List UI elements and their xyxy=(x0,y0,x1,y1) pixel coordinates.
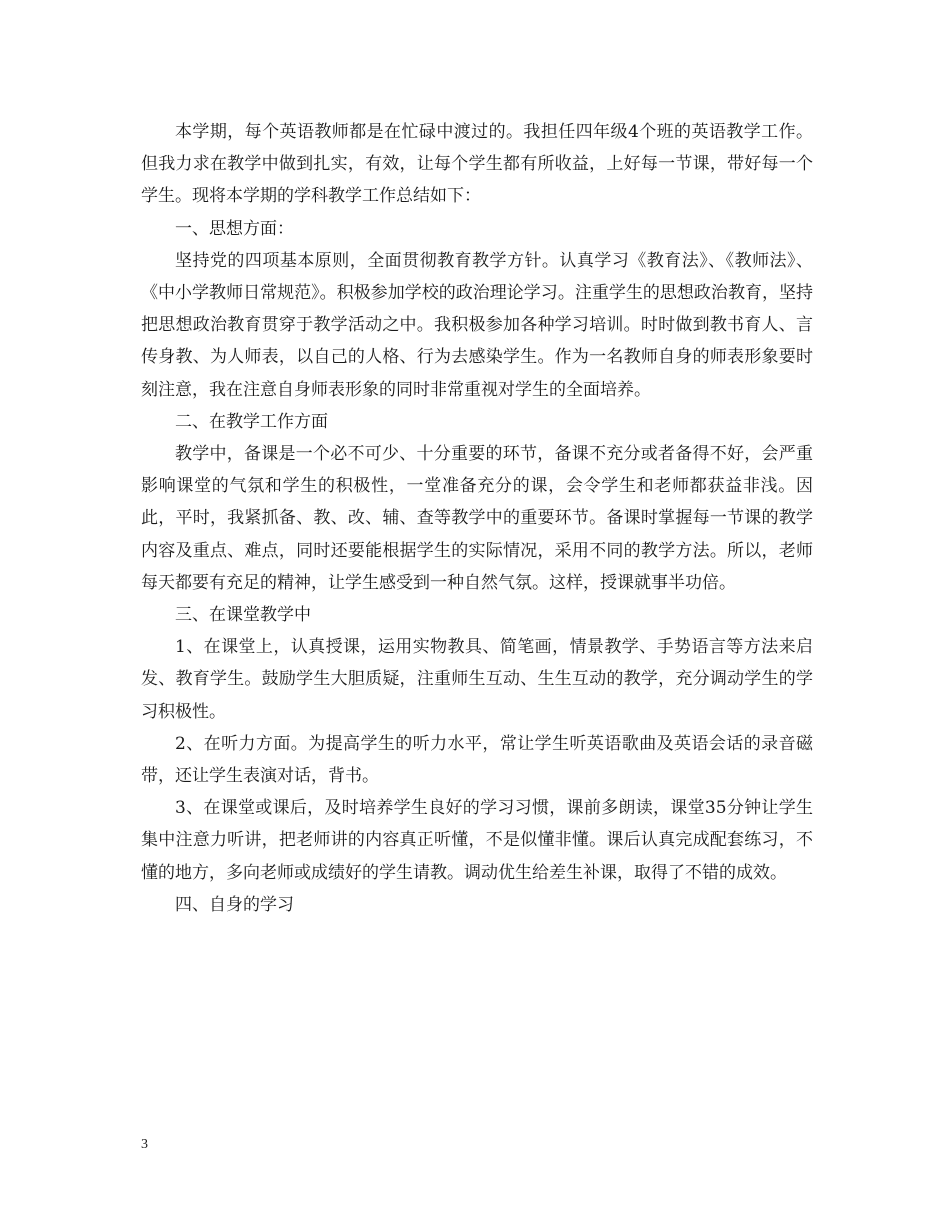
classroom-item-3: 3、在课堂或课后，及时培养学生良好的学习习惯，课前多朗读，课堂35分钟让学生集中注意力听讲，把老师讲的内容真正听懂，不是似懂非懂。课后认真完成配套练习，不懂的地方，多向老师或成绩好的学生请教。调动优生给差生补课，取得了不错的成效。 xyxy=(141,798,813,883)
page-number: 3 xyxy=(141,1137,148,1152)
classroom-item-2: 2、在听力方面。为提高学生的听力水平，常让学生听英语歌曲及英语会话的录音磁带，还让学生表演对话，背书。 xyxy=(141,733,813,787)
section-heading-classroom: 三、在课堂教学中 xyxy=(175,605,311,626)
thought-paragraph: 坚持党的四项基本原则，全面贯彻教育教学方针。认真学习《教育法》、《教师法》、《中小学教师日常规范》。积极参加学校的政治理论学习。注重学生的思想政治教育，坚持把思想政治教育贯穿于教学活动之中。我积极参加各种学习培训。时时做到教书育人、言传身教、为人师表，以自己的人格、行为去感染学生。作为一名教师自身的师表形象要时刻注意，我在注意自身师表形象的同时非常重视对学生的全面培养。 xyxy=(141,250,813,400)
teaching-work-paragraph: 教学中，备课是一个必不可少、十分重要的环节，备课不充分或者备得不好，会严重影响课堂的气氛和学生的积极性，一堂准备充分的课，会令学生和老师都获益非浅。因此，平时，我紧抓备、教、改、辅、查等教学中的重要环节。备课时掌握每一节课的教学内容及重点、难点，同时还要能根据学生的实际情况，采用不同的教学方法。所以，老师每天都要有充足的精神，让学生感受到一种自然气氛。这样，授课就事半功倍。 xyxy=(141,444,813,593)
intro-paragraph: 本学期，每个英语教师都是在忙碌中渡过的。我担任四年级4个班的英语教学工作。但我力求在教学中做到扎实，有效，让每个学生都有所收益，上好每一节课，带好每一个学生。现将本学期的学科教学工作总结如下： xyxy=(141,122,813,207)
document-body xyxy=(141,116,813,921)
section-heading-self-study: 四、自身的学习 xyxy=(175,894,294,915)
section-heading-thought: 一、思想方面： xyxy=(175,218,294,239)
classroom-item-1: 1、在课堂上，认真授课，运用实物教具、简笔画，情景教学、手势语言等方法来启发、教育学生。鼓励学生大胆质疑，注重师生互动、生生互动的教学，充分调动学生的学习积极性。 xyxy=(141,637,813,722)
section-heading-teaching-work: 二、在教学工作方面 xyxy=(175,411,328,432)
